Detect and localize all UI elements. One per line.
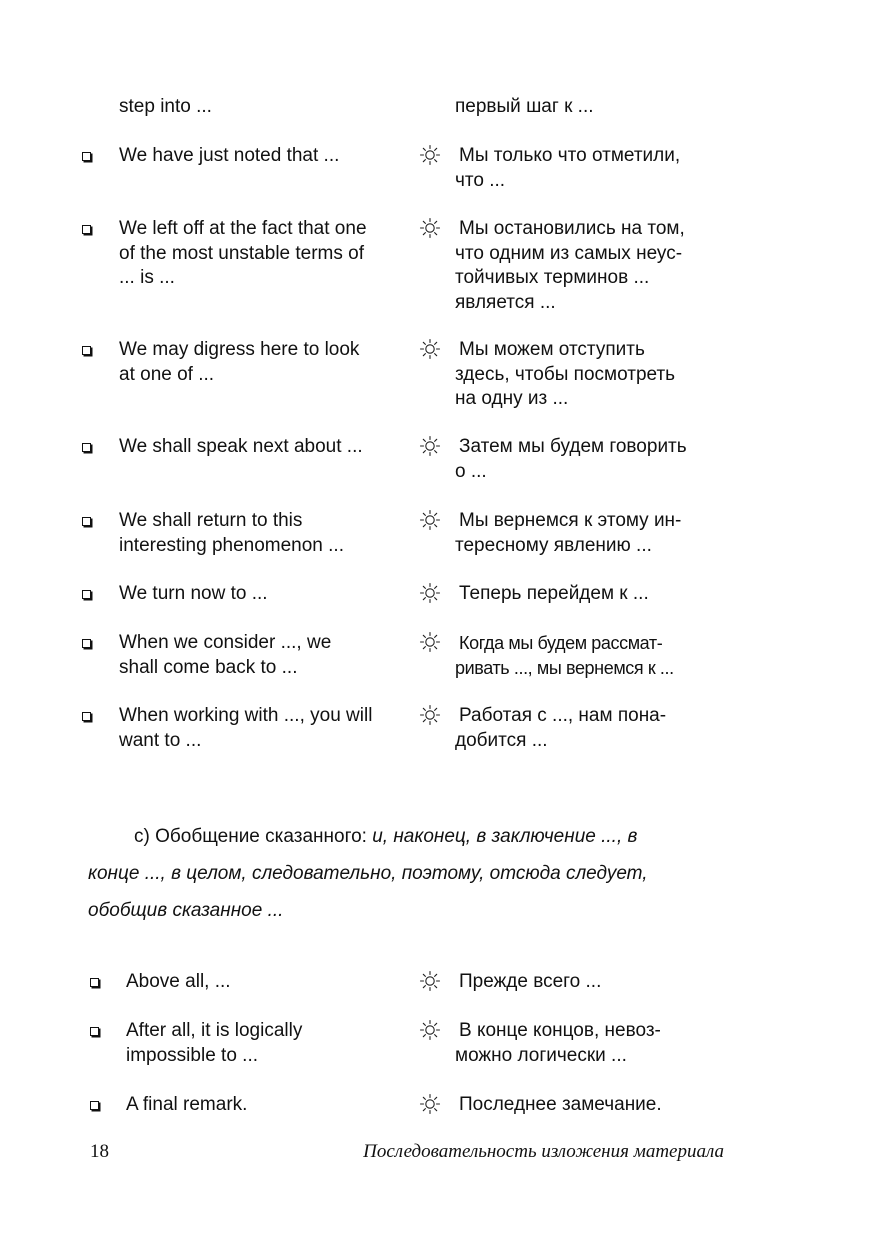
entry-english: We shall return to this interesting phenomenon ... [119,510,344,556]
entry-english: We left off at the fact that one of the most unstable terms of ... is ... [119,218,367,288]
checkbox-square-icon [90,978,99,987]
checkbox-square-icon [82,225,91,234]
entry-english: step into ... [119,96,212,117]
checkbox-square-icon [82,712,91,721]
checkbox-square-icon [82,517,91,526]
entry-english: We shall speak next about ... [119,436,363,457]
section-c-paragraph [88,818,728,929]
checkbox-square-icon [82,443,91,452]
entry-russian: Когда мы будем рассмат- ривать ..., мы вернемся к ... [455,633,674,678]
entry-russian: Затем мы будем говорить о ... [455,436,687,482]
section-c-lead: c) Обобщение сказанного: [134,826,373,847]
entry-russian: Мы можем отступить здесь, чтобы посмотреть на одну из ... [455,339,676,409]
sun-icon [419,338,441,360]
sun-icon [419,631,441,653]
page-number: 18 [90,1141,109,1162]
section-c-italic-1: и, наконец, в заключение ..., в [372,826,638,847]
section-c-line-1 [88,818,728,855]
entry-russian: Прежде всего ... [459,971,602,992]
entry-russian: Последнее замечание. [459,1094,662,1115]
entry-russian: Мы только что отметили, что ... [455,145,681,191]
section-c-line-3 [88,892,728,929]
running-title: Последовательность изложения материала [363,1141,724,1162]
checkbox-square-icon [82,590,91,599]
checkbox-square-icon [82,639,91,648]
sun-icon [419,435,441,457]
sun-icon [419,144,441,166]
checkbox-square-icon [82,152,91,161]
entry-russian: первый шаг к ... [455,96,594,117]
checkbox-square-icon [90,1027,99,1036]
entry-russian: Мы вернемся к этому ин- тересному явлению ... [455,510,682,556]
checkbox-square-icon [90,1101,99,1110]
entry-english: After all, it is logically impossible to ... [126,1020,303,1066]
sun-icon [419,1093,441,1115]
section-c-line-2 [88,855,728,892]
sun-icon [419,509,441,531]
entry-russian: В конце концов, невоз- можно логически ... [455,1020,661,1066]
entry-russian: Работая с ..., нам пона- добится ... [455,705,667,751]
entry-english: We turn now to ... [119,583,268,604]
section-c-italic-2: конце ..., в целом, следовательно, поэтому, отсюда следует, [88,863,648,884]
checkbox-square-icon [82,346,91,355]
sun-icon [419,582,441,604]
entry-english: A final remark. [126,1094,248,1115]
entry-russian: Мы остановились на том, что одним из самых неус- тойчивых терминов ... является ... [455,218,685,313]
entry-english: Above all, ... [126,971,231,992]
entry-english: We have just noted that ... [119,145,340,166]
sun-icon [419,1019,441,1041]
sun-icon [419,217,441,239]
entry-english: When working with ..., you will want to ... [119,705,373,751]
entry-english: We may digress here to look at one of ... [119,339,360,385]
entry-english: When we consider ..., we shall come back to ... [119,632,332,678]
sun-icon [419,970,441,992]
sun-icon [419,704,441,726]
section-c-italic-3: обобщив сказанное ... [88,900,284,921]
entry-russian: Теперь перейдем к ... [459,583,649,604]
